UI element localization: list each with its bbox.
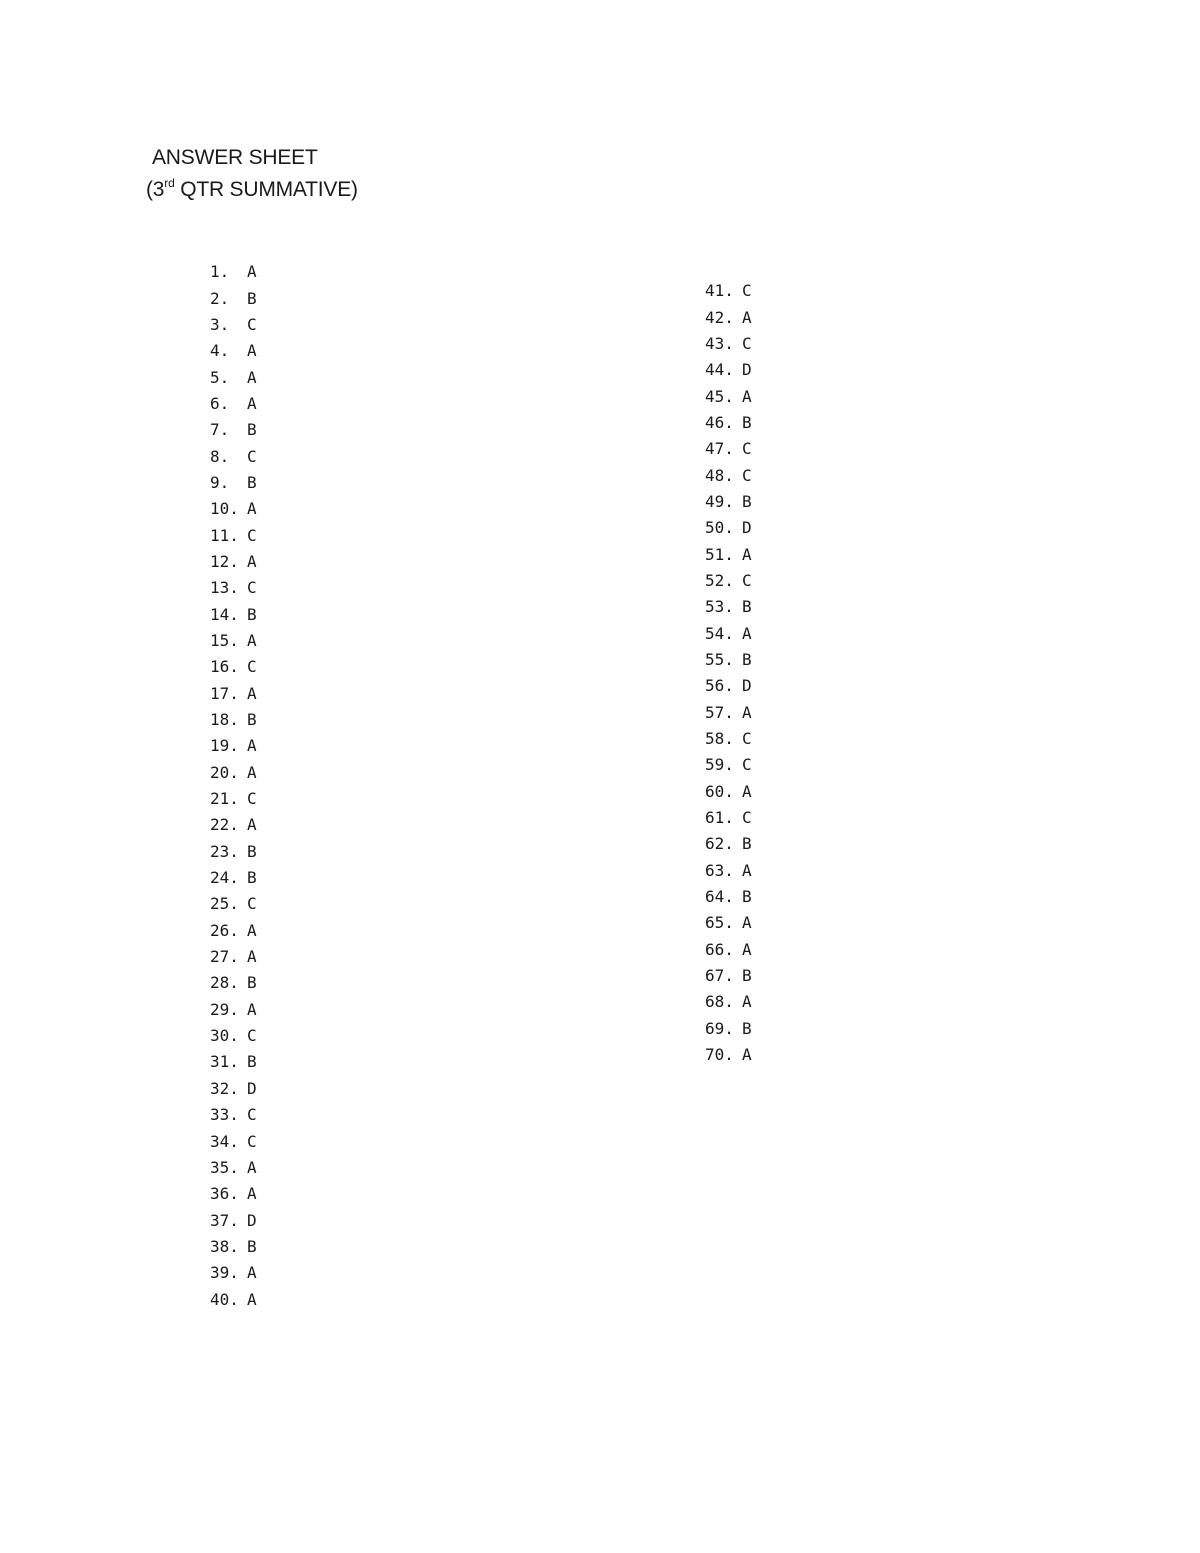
list-item (210, 812, 257, 838)
answer-letter: A (742, 913, 752, 933)
question-number: 59. (705, 755, 734, 775)
question-number: 17. (210, 683, 239, 703)
answer-letter: A (742, 992, 752, 1012)
list-item (210, 1234, 257, 1260)
list-item (210, 417, 257, 443)
list-item (705, 805, 752, 831)
answer-letter: C (742, 729, 752, 749)
list-item (210, 839, 257, 865)
question-number: 49. (705, 491, 734, 511)
list-item (210, 470, 257, 496)
answer-letter: B (742, 412, 752, 432)
answer-letter: B (742, 491, 752, 511)
question-number: 61. (705, 808, 734, 828)
list-item (705, 884, 752, 910)
list-item (705, 594, 752, 620)
answer-letter: D (247, 1210, 257, 1230)
list-item (210, 918, 257, 944)
answer-letter: C (247, 314, 257, 334)
question-number: 12. (210, 551, 239, 571)
question-number: 66. (705, 939, 734, 959)
list-item (210, 733, 257, 759)
question-number: 11. (210, 525, 239, 545)
question-number: 7. (210, 420, 230, 440)
answer-letter: C (247, 1131, 257, 1151)
list-item (705, 304, 752, 330)
document-subtitle (146, 178, 358, 202)
answer-letter: A (742, 623, 752, 643)
list-item (210, 865, 257, 891)
answer-letter: B (247, 604, 257, 624)
answer-letter: B (247, 973, 257, 993)
question-number: 44. (705, 360, 734, 380)
list-item (705, 357, 752, 383)
list-item (705, 989, 752, 1015)
answer-letter: A (247, 683, 257, 703)
list-item (210, 522, 257, 548)
question-number: 6. (210, 393, 230, 413)
question-number: 68. (705, 992, 734, 1012)
question-number: 43. (705, 333, 734, 353)
answer-letter: A (742, 860, 752, 880)
question-number: 35. (210, 1157, 239, 1177)
question-number: 57. (705, 702, 734, 722)
question-number: 41. (705, 281, 734, 301)
list-item (210, 391, 257, 417)
question-number: 55. (705, 649, 734, 669)
question-number: 10. (210, 499, 239, 519)
question-number: 20. (210, 762, 239, 782)
subtitle-prefix: (3 (146, 178, 165, 201)
list-item (210, 1102, 257, 1128)
answer-letter: A (247, 341, 257, 361)
list-item (210, 259, 257, 285)
answer-letter: A (742, 781, 752, 801)
list-item (210, 312, 257, 338)
list-item (210, 786, 257, 812)
question-number: 65. (705, 913, 734, 933)
answer-list-right (705, 278, 752, 1068)
answer-letter: B (742, 1018, 752, 1038)
answer-letter: C (247, 894, 257, 914)
list-item (210, 891, 257, 917)
answer-letter: C (742, 755, 752, 775)
answer-letter: A (247, 999, 257, 1019)
list-item (705, 1042, 752, 1068)
question-number: 67. (705, 966, 734, 986)
list-item (210, 496, 257, 522)
question-number: 27. (210, 947, 239, 967)
answer-letter: A (247, 551, 257, 571)
answer-letter: A (247, 393, 257, 413)
question-number: 33. (210, 1105, 239, 1125)
list-item (705, 331, 752, 357)
question-number: 23. (210, 841, 239, 861)
list-item (705, 700, 752, 726)
answer-letter: A (247, 367, 257, 387)
question-number: 3. (210, 314, 230, 334)
list-item (210, 1076, 257, 1102)
answer-letter: A (247, 630, 257, 650)
answer-letter: C (247, 1026, 257, 1046)
answer-letter: D (247, 1078, 257, 1098)
answer-letter: A (247, 920, 257, 940)
question-number: 13. (210, 578, 239, 598)
question-number: 5. (210, 367, 230, 387)
list-item (210, 1286, 257, 1312)
answer-letter: A (247, 947, 257, 967)
answer-letter: B (247, 710, 257, 730)
answer-letter: A (247, 1184, 257, 1204)
question-number: 30. (210, 1026, 239, 1046)
answer-letter: A (742, 386, 752, 406)
subtitle-superscript: rd (164, 176, 175, 190)
answer-letter: C (742, 333, 752, 353)
list-item (705, 1016, 752, 1042)
question-number: 62. (705, 834, 734, 854)
answer-letter: A (742, 307, 752, 327)
question-number: 53. (705, 597, 734, 617)
question-number: 51. (705, 544, 734, 564)
list-item (705, 726, 752, 752)
list-item (210, 1207, 257, 1233)
question-number: 29. (210, 999, 239, 1019)
list-item (705, 410, 752, 436)
question-number: 37. (210, 1210, 239, 1230)
answer-letter: C (247, 578, 257, 598)
answer-letter: A (247, 736, 257, 756)
question-number: 2. (210, 288, 230, 308)
question-number: 15. (210, 630, 239, 650)
list-item (210, 338, 257, 364)
list-item (210, 681, 257, 707)
list-item (210, 654, 257, 680)
answer-letter: A (247, 262, 257, 282)
list-item (210, 443, 257, 469)
question-number: 28. (210, 973, 239, 993)
question-number: 52. (705, 570, 734, 590)
answer-letter: A (247, 762, 257, 782)
question-number: 45. (705, 386, 734, 406)
answer-letter: B (247, 1052, 257, 1072)
list-item (705, 779, 752, 805)
answer-letter: C (247, 789, 257, 809)
answer-letter: B (742, 966, 752, 986)
list-item (705, 647, 752, 673)
answer-letter: D (742, 676, 752, 696)
answer-letter: C (247, 1105, 257, 1125)
list-item (705, 383, 752, 409)
question-number: 40. (210, 1289, 239, 1309)
answer-letter: A (247, 1263, 257, 1283)
list-item (705, 910, 752, 936)
question-number: 48. (705, 465, 734, 485)
list-item (705, 858, 752, 884)
answer-letter: D (742, 360, 752, 380)
list-item (705, 752, 752, 778)
list-item (210, 970, 257, 996)
question-number: 34. (210, 1131, 239, 1151)
list-item (705, 673, 752, 699)
answer-letter: D (742, 518, 752, 538)
list-item (210, 628, 257, 654)
list-item (705, 278, 752, 304)
list-item (705, 489, 752, 515)
question-number: 70. (705, 1045, 734, 1065)
question-number: 69. (705, 1018, 734, 1038)
list-item (210, 1023, 257, 1049)
list-item (705, 515, 752, 541)
answer-letter: A (742, 702, 752, 722)
question-number: 54. (705, 623, 734, 643)
list-item (210, 549, 257, 575)
document-title: ANSWER SHEET (152, 146, 318, 169)
answer-letter: C (742, 570, 752, 590)
answer-letter: A (247, 1289, 257, 1309)
question-number: 19. (210, 736, 239, 756)
answer-letter: C (742, 465, 752, 485)
list-item (210, 944, 257, 970)
answer-letter: B (247, 288, 257, 308)
list-item (210, 1181, 257, 1207)
question-number: 63. (705, 860, 734, 880)
question-number: 31. (210, 1052, 239, 1072)
question-number: 47. (705, 439, 734, 459)
answer-letter: C (247, 525, 257, 545)
question-number: 39. (210, 1263, 239, 1283)
question-number: 32. (210, 1078, 239, 1098)
list-item (705, 568, 752, 594)
question-number: 4. (210, 341, 230, 361)
question-number: 9. (210, 472, 230, 492)
answer-letter: A (247, 815, 257, 835)
question-number: 56. (705, 676, 734, 696)
question-number: 14. (210, 604, 239, 624)
answer-letter: C (247, 657, 257, 677)
list-item (705, 963, 752, 989)
list-item (210, 364, 257, 390)
answer-letter: C (742, 439, 752, 459)
list-item (210, 285, 257, 311)
answer-letter: A (742, 1045, 752, 1065)
list-item (210, 1260, 257, 1286)
answer-letter: A (247, 1157, 257, 1177)
list-item (210, 760, 257, 786)
list-item (705, 620, 752, 646)
answer-letter: C (742, 808, 752, 828)
question-number: 64. (705, 887, 734, 907)
list-item (210, 1049, 257, 1075)
answer-letter: A (742, 939, 752, 959)
list-item (705, 937, 752, 963)
answer-letter: C (742, 281, 752, 301)
question-number: 1. (210, 262, 230, 282)
list-item (705, 831, 752, 857)
answer-letter: B (742, 649, 752, 669)
question-number: 21. (210, 789, 239, 809)
list-item (210, 1155, 257, 1181)
question-number: 8. (210, 446, 230, 466)
answer-letter: B (742, 834, 752, 854)
list-item (210, 575, 257, 601)
list-item (210, 997, 257, 1023)
answer-letter: B (742, 887, 752, 907)
list-item (705, 541, 752, 567)
answer-letter: C (247, 446, 257, 466)
answer-letter: B (247, 841, 257, 861)
question-number: 18. (210, 710, 239, 730)
list-item (210, 601, 257, 627)
question-number: 26. (210, 920, 239, 940)
answer-letter: B (247, 472, 257, 492)
answer-letter: A (742, 544, 752, 564)
list-item (210, 707, 257, 733)
list-item (705, 462, 752, 488)
answer-letter: A (247, 499, 257, 519)
question-number: 46. (705, 412, 734, 432)
question-number: 50. (705, 518, 734, 538)
question-number: 24. (210, 868, 239, 888)
question-number: 16. (210, 657, 239, 677)
question-number: 58. (705, 729, 734, 749)
question-number: 38. (210, 1236, 239, 1256)
question-number: 42. (705, 307, 734, 327)
question-number: 25. (210, 894, 239, 914)
answer-list-left (210, 259, 257, 1313)
list-item (705, 436, 752, 462)
question-number: 60. (705, 781, 734, 801)
answer-letter: B (247, 868, 257, 888)
list-item (210, 1128, 257, 1154)
answer-letter: B (247, 420, 257, 440)
answer-letter: B (247, 1236, 257, 1256)
answer-letter: B (742, 597, 752, 617)
question-number: 22. (210, 815, 239, 835)
question-number: 36. (210, 1184, 239, 1204)
subtitle-suffix: QTR SUMMATIVE) (174, 178, 358, 201)
